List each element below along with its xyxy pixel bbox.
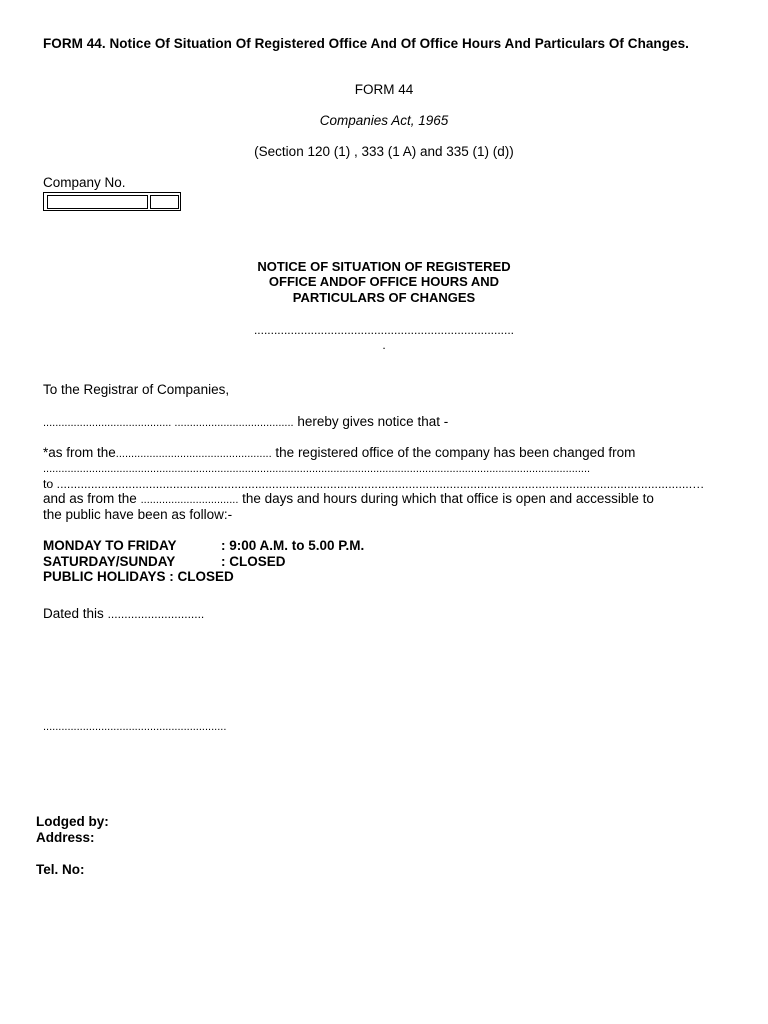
hours-day: SATURDAY/SUNDAY [43, 554, 176, 569]
company-no-cell-suffix[interactable] [150, 195, 179, 209]
section-reference: (Section 120 (1) , 333 (1 A) and 335 (1) (d)) [254, 144, 514, 159]
change-line [43, 445, 635, 462]
change-prefix: *as from the [43, 445, 116, 460]
company-name-dot: . [382, 338, 386, 352]
hours-text: the days and hours during which that office is open and accessible to [242, 491, 654, 506]
signature-dots: ............................................................ [43, 721, 227, 733]
hours-value: : 9:00 A.M. to 5.00 P.M. [221, 538, 365, 553]
hours-dots: ................................ [140, 494, 239, 506]
hours-row-weekend [43, 554, 286, 570]
form-number: FORM 44 [354, 82, 414, 97]
hours-line2: the public have been as follow:- [43, 507, 233, 522]
hours-day: PUBLIC HOLIDAYS [43, 569, 166, 584]
act-name: Companies Act, 1965 [319, 113, 449, 128]
hours-row-holidays [43, 569, 234, 585]
company-no-field[interactable] [43, 192, 181, 211]
notice-heading-line1: NOTICE OF SITUATION OF REGISTERED [257, 259, 511, 274]
form-title: FORM 44. Notice Of Situation Of Registered Office And Of Office Hours And Particulars Of Changes. [43, 36, 689, 51]
notice-heading-line3: PARTICULARS OF CHANGES [292, 290, 476, 305]
change-text: the registered office of the company has been changed from [275, 445, 636, 460]
tel-label: Tel. No: [36, 862, 85, 877]
hours-prefix: and as from the [43, 491, 137, 506]
notice-text: hereby gives notice that - [297, 414, 449, 429]
hours-day: MONDAY TO FRIDAY [43, 538, 177, 553]
company-no-cell-main[interactable] [47, 195, 148, 209]
notice-heading-line2: OFFICE ANDOF OFFICE HOURS AND [268, 274, 500, 289]
dated-label: Dated this [43, 606, 104, 621]
notice-line [43, 414, 448, 431]
hours-value: : CLOSED [221, 554, 286, 569]
hours-row-weekday [43, 538, 364, 554]
company-no-label: Company No. [43, 175, 126, 190]
notice-dots: .......................................... ....................................... [43, 417, 294, 429]
to-line: to ..........................................................................................................................................................................................… [43, 477, 705, 491]
address-label: Address: [36, 830, 95, 845]
company-name-dots: .............................................................................. [253, 323, 515, 337]
change-dots: ................................................... [115, 448, 272, 460]
hours-line [43, 491, 654, 508]
hours-value: : CLOSED [169, 569, 234, 584]
from-dots: ................................................................................................................................................................................... [43, 463, 591, 475]
dated-line [43, 606, 204, 622]
lodged-by-label: Lodged by: [36, 814, 109, 829]
addressee: To the Registrar of Companies, [43, 382, 230, 397]
dated-dots: ............................. [107, 607, 205, 621]
